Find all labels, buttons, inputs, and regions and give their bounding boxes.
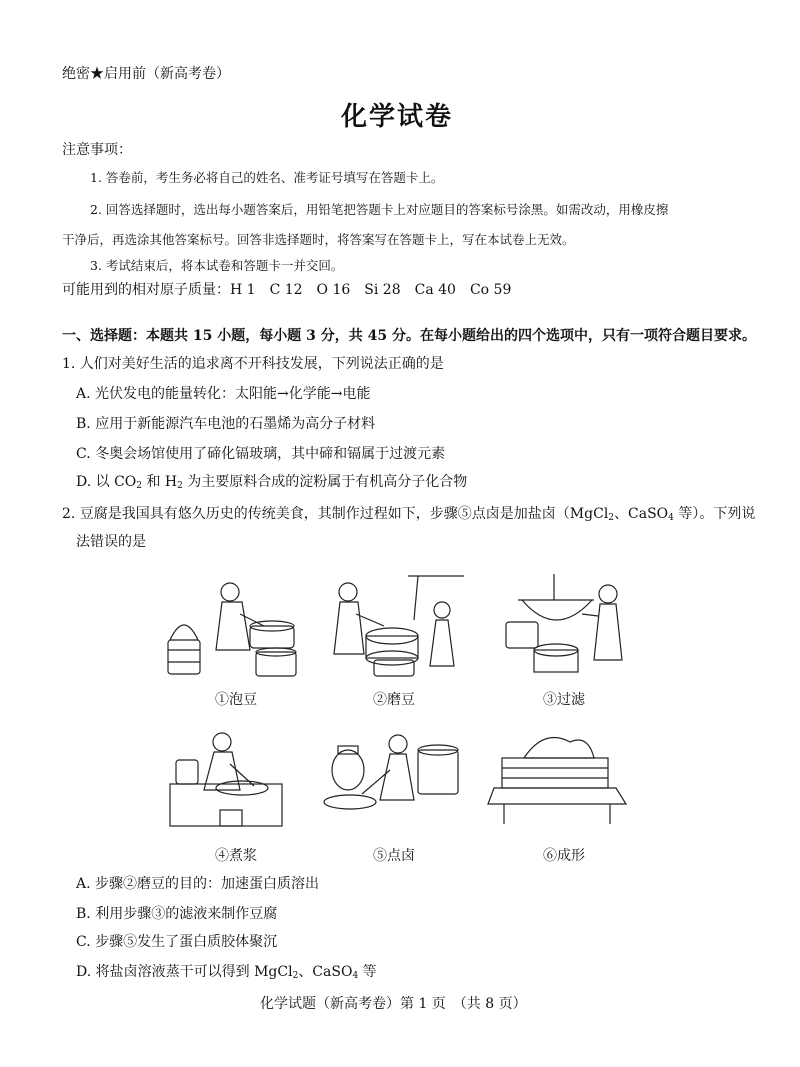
soaking-beans-illustration — [160, 570, 310, 682]
question-2-option-a: A. 步骤②磨豆的目的：加速蛋白质溶出 — [76, 876, 320, 892]
question-1-option-b: B. 应用于新能源汽车电池的石墨烯为高分子材料 — [76, 416, 376, 432]
question-2-option-c: C. 步骤⑤发生了蛋白质胶体聚沉 — [76, 934, 278, 950]
notice-heading: 注意事项： — [62, 142, 132, 158]
page-title: 化学试卷 — [341, 102, 454, 132]
boiling-pulp-illustration — [160, 730, 300, 830]
grinding-beans-illustration — [318, 570, 468, 682]
notice-item-1: 1. 答卷前，考生务必将自己的姓名、准考证号填写在答题卡上。 — [90, 170, 444, 185]
step-caption-6: ⑥成形 — [543, 848, 585, 864]
step-caption-4: ④煮浆 — [215, 848, 257, 864]
question-2-option-b: B. 利用步骤③的滤液来制作豆腐 — [76, 906, 278, 922]
question-2-option-d: D. 将盐卤溶液蒸干可以得到 MgCl$_2$、CaSO$_4$ 等 — [76, 964, 377, 981]
notice-item-2-line-2: 干净后，再选涂其他答案标号。回答非选择题时，将答案写在答题卡上，写在本试卷上无效。 — [62, 232, 575, 247]
question-1-option-a: A. 光伏发电的能量转化：太阳能→化学能→电能 — [76, 386, 371, 402]
notice-item-2-line-1: 2. 回答选择题时，选出每小题答案后，用铅笔把答题卡上对应题目的答案标号涂黑。如需改动，用橡皮擦 — [90, 202, 669, 217]
step-caption-1: ①泡豆 — [215, 692, 257, 708]
step-caption-3: ③过滤 — [543, 692, 585, 708]
question-1-stem: 1. 人们对美好生活的追求离不开科技发展，下列说法正确的是 — [62, 356, 444, 372]
question-2-stem-line-2: 法错误的是 — [76, 534, 146, 550]
section-1-heading: 一、选择题：本题共 15 小题，每小题 3 分，共 45 分。在每小题给出的四个选项中，只有一项符合题目要求。 — [62, 328, 756, 344]
shaping-tofu-illustration — [484, 724, 634, 830]
notice-item-3: 3. 考试结束后，将本试卷和答题卡一并交回。 — [90, 258, 344, 273]
question-2-stem: 2. 豆腐是我国具有悠久历史的传统美食，其制作过程如下，步骤⑤点卤是加盐卤（MgCl$_2$、CaSO$_4$ 等）。下列说 — [62, 506, 756, 523]
step-caption-2: ②磨豆 — [373, 692, 415, 708]
atomic-masses: 可能用到的相对原子质量：H 1 C 12 O 16 Si 28 Ca 40 Co 59 — [62, 282, 512, 298]
confidential-label: 绝密★启用前（新高考卷） — [62, 66, 230, 82]
filtering-illustration — [498, 570, 638, 682]
adding-brine-illustration — [318, 730, 468, 830]
page-footer: 化学试题（新高考卷）第 1 页 （共 8 页） — [260, 996, 527, 1012]
question-1-option-d: D. 以 $CO_2$ 和 $H_2$ 为主要原料合成的淀粉属于有机高分子化合物 — [76, 474, 468, 491]
question-1-option-c: C. 冬奥会场馆使用了碲化镉玻璃，其中碲和镉属于过渡元素 — [76, 446, 446, 462]
step-caption-5: ⑤点卤 — [373, 848, 415, 864]
